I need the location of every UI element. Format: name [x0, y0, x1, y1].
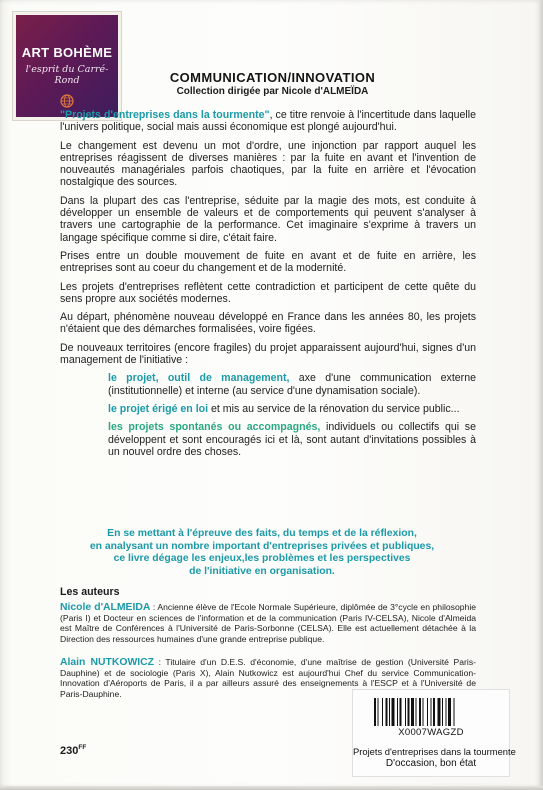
sticker-subtitle: l'esprit du Carré-Rond [25, 64, 109, 86]
closing-line-3: ce livre dégage les enjeux,les problèmes et les perspectives [113, 553, 411, 565]
globe-icon [60, 94, 74, 108]
paragraph-5: Les projets d'entreprises reflètent cette contradiction et participent de cette quête du sens propre aux sociétés modernes. [60, 280, 476, 305]
closing-line-4: de l'initiative en organisation. [189, 565, 335, 577]
list-item-3-text: individuels ou collectifs qui se développent et sont encouragés ici et là, sont autant d'invitations possibles à un nouvel ordre des choses. [108, 421, 476, 458]
label-condition: D'occasion, bon état [385, 758, 477, 769]
cover-edge-right [539, 0, 543, 790]
list-item-1-text: axe d'une communication externe (institutionnelle) et interne (au service d'une dynamisation sociale). [108, 372, 476, 397]
price-unit: FF [78, 744, 87, 751]
label-title: Projets d'entreprises dans la tourmente [353, 746, 516, 757]
authors-heading: Les auteurs [60, 586, 120, 598]
price-amount: 230 [60, 745, 79, 757]
paragraph-6: Au départ, phénomène nouveau développé en France dans les années 80, les projets n'étaient que des démarches formalisées, voire figées. [60, 311, 476, 336]
label-code: X0007WAGZD [398, 727, 464, 738]
collection-title: COMMUNICATION/INNOVATION [169, 70, 376, 85]
author-bio-1 [60, 602, 476, 644]
barcode-icon [373, 698, 489, 726]
paragraph-2: Le changement est devenu un mot d'ordre, une injonction par rapport auquel les entreprises réagissent de diverses manières : par la fuite en avant et l'invention de nouveautés managériales parfois chaotiques, par la fuite en arrière et l'évocation nostalgique des sources. [60, 139, 476, 189]
list-item-2-text: et mis au service de la rénovation du service public... [208, 402, 460, 415]
list-item-1-head: le projet, outil de management, [108, 372, 290, 385]
closing-line-2: en analysant un nombre important d'entreprises privées et publiques, [89, 540, 435, 552]
list-item-3 [108, 421, 476, 458]
paragraph-3: Dans la plupart des cas l'entreprise, séduite par la magie des mots, est conduite à développer un ensemble de valeurs et de comportements qui peuvent s'analyser à travers une cartographie de la performance. Cet imaginaire s'exprime à travers un langage spécifique comme si dire, c'était faire. [60, 194, 476, 244]
list-item-2-head: le projet érigé en loi [108, 402, 209, 415]
author-name-2: Alain NUTKOWICZ [60, 657, 154, 668]
author-name-1: Nicole d'ALMEIDA [60, 602, 151, 613]
paragraph-intro [60, 109, 476, 134]
sticker-title: ART BOHÈME [21, 45, 113, 60]
list-item-2 [108, 403, 476, 415]
seller-sticker [13, 12, 121, 120]
book-title-quote: "Projets d'entreprises dans la tourmente" [60, 109, 270, 121]
paragraph-7: De nouveaux territoires (encore fragiles) du projet apparaissent aujourd'hui, signes d'un management de l'initiative : [60, 341, 476, 367]
author-text-2: : Titulaire d'un D.E.S. d'économie, d'une maîtrise de gestion (Université Paris-Dauphine) et de sociologie (Paris X), Alain Nutkowicz est aujourd'hui Chef du service Communication-Innovation d'Aéroports de Paris, il a par ailleurs assuré des enseignements à l'ESCP et à l'Université de Paris-Dauphine. [60, 657, 476, 699]
list-item-1 [108, 372, 476, 397]
price [60, 744, 86, 757]
blurb-text [60, 109, 476, 464]
author-text-1: : Ancienne élève de l'Ecole Normale Supérieure, diplômée de 3°cycle en philosophie (Paris I) et Docteur en sciences de l'information et de la communication (Paris IV-CELSA), Nicole d'Almeida est Maître de Conférences à l'Université de Paris-Sorbonne (CELSA). Elle est actuellement détachée à la Direction des ressources humaines d'une grande entreprise publique. [60, 602, 477, 644]
paragraph-4: Prises entre un double mouvement de fuite en avant et de fuite en arrière, les entreprises sont au coeur du changement et de la modernité. [60, 249, 476, 275]
barcode-label [352, 689, 516, 777]
collection-editor: Collection dirigée par Nicole d'ALMEÏDA [176, 86, 369, 97]
collection-header [130, 70, 415, 97]
closing-statement [62, 528, 462, 578]
paragraph-intro-text: , ce titre renvoie à l'incertitude dans laquelle l'univers politique, social mais aussi économique est plongé aujourd'hui. [60, 109, 477, 134]
list-item-3-head: les projets spontanés ou accompagnés, [108, 421, 321, 434]
cover-edge-bottom [0, 786, 543, 790]
closing-line-1: En se mettant à l'épreuve des faits, du temps et de la réflexion, [107, 528, 417, 539]
